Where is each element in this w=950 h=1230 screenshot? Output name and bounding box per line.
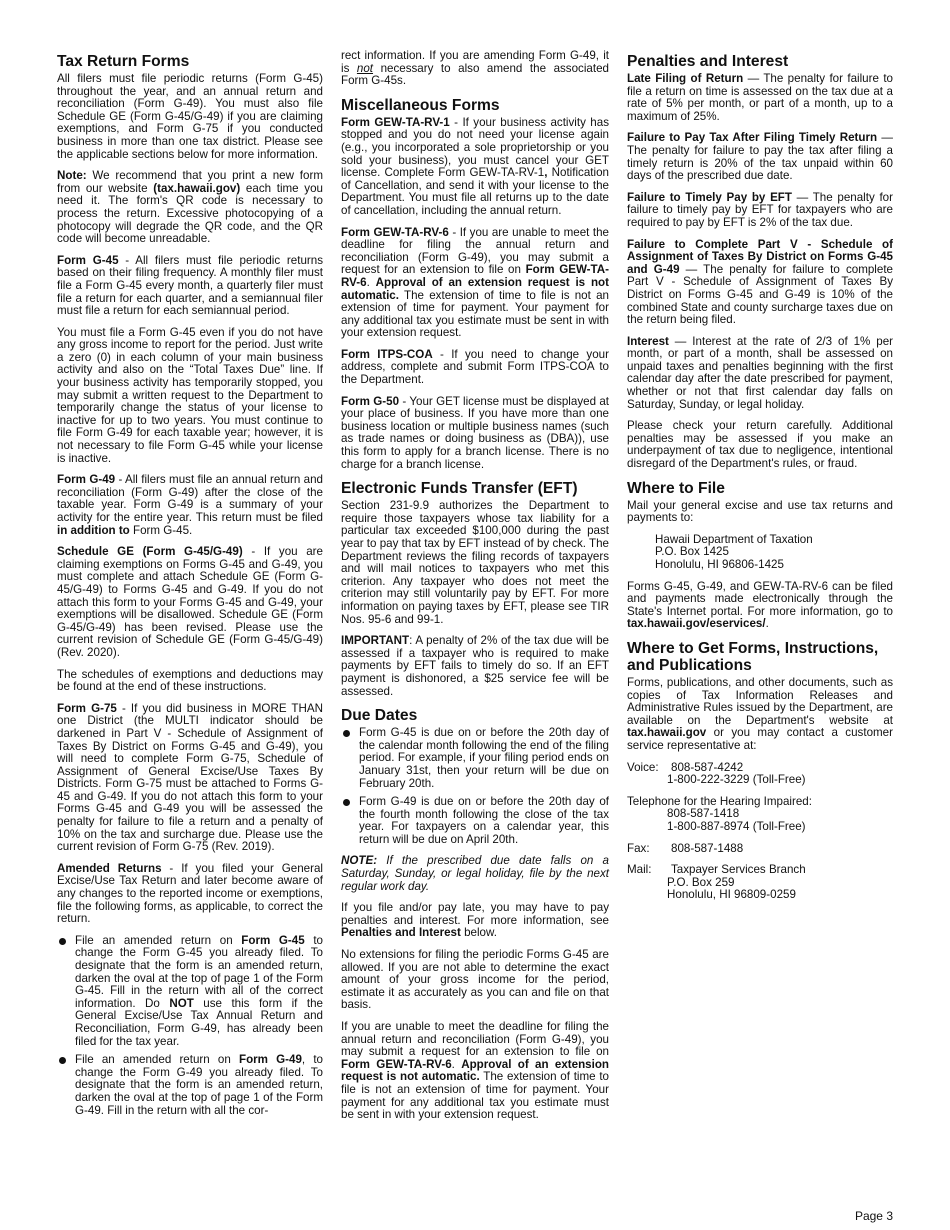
paragraph-form-g50: Form G-50 - Your GET license must be displayed at your place of business. If you have more than one business location or multiple business names (such as trade names or doing business as (DBA)), use this form to apply for a branch license. There is no charge for a branch license. (341, 394, 610, 471)
paragraph-intro: All filers must file periodic returns (Form G-45) throughout the year, and an annual return and reconciliation (Form G-49). You must also file Schedule GE (Form G-45/G-49) if you are claiming exemptions, and Form G-75 if you conducted business in more than one tax district. Please see the applicable sections below for more information. (57, 72, 323, 161)
contact-fax: Fax: 808-587-1488 (627, 841, 744, 855)
heading-where-to-get-forms: Where to Get Forms, Instructions, and Publications (627, 639, 879, 674)
list-item: Form G-49 is due on or before the 20th day of the fourth month following the close of the tax year. For taxpayers on a calendar year, this return will be due on April 20th. (341, 796, 609, 846)
paragraph-gew-ta-rv-1: Form GEW-TA-RV-1 - If your business activity has stopped and you do not need your license again (e.g., you incorporated a sole proprietorship or you sold your business), you must cancel your GET license. Complete Form GEW-TA-RV-1, Notification of Cancellation, and send it with your license to the Department. You must file all returns up to the date of cancellation, including the annual return. (341, 115, 609, 217)
paragraph-form-g45: Form G-45 - All filers must file periodic returns based on their filing frequency. A monthly filer must file a Form G-45 every month, a quarterly filer must file a return for each quarter, and a semiannual filer must file a return for each semiannual period. (57, 253, 323, 318)
paragraph-forms: Forms, publications, and other documents, such as copies of Tax Information Releases and Administrative Rules issued by the Department, are available on the Department's website at tax.hawaii.gov or you may contact a customer service representative at: (627, 675, 893, 752)
paragraph-schedules: The schedules of exemptions and deductions may be found at the end of these instructions. (57, 667, 323, 694)
column-3 (627, 50, 893, 911)
paragraph-note: Note: We recommend that you print a new form from our website (tax.hawaii.gov) each time you need it. The form's QR code is necessary to process the return. Excessive photocopying of a photocopy will degrade the QR code, and the QR code will become unreadable. (57, 169, 323, 246)
paragraph-gew-ta-rv-6: Form GEW-TA-RV-6 - If you are unable to meet the deadline for filing the annual return and reconciliation (Form G-49), you may submit a request for an extension to file on Form GEW-TA-RV-6. Approval of an extension request is not automatic. The extension of time to file is not an extension of time for payment. Your payment for any additional tax you estimate must be sent in with your extension request. (341, 225, 610, 340)
paragraph-late-filing: Late Filing of Return — The penalty for failure to file a return on time is assessed on the tax due at a rate of 5% per month, or part of a month, up to a maximum of 25%. (627, 72, 893, 123)
heading-misc-forms: Miscellaneous Forms (341, 96, 500, 114)
contact-voice: Voice: 808-587-4242 1-800-222-3229 (Toll-Free) (627, 760, 806, 787)
eservices-link[interactable]: tax.hawaii.gov/eservices/ (627, 617, 766, 631)
paragraph-interest: Interest — Interest at the rate of 2/3 of 1% per month, or part of a month, shall be assessed on unpaid taxes and penalties beginning with the first calendar day after the date prescribed for payment, whether or not that first calendar day falls on Saturday, Sunday, or legal holiday. (627, 334, 893, 411)
paragraph-schedule-ge: Schedule GE (Form G-45/G-49) - If you are claiming exemptions on Forms G-45 and G-49, you must complete and attach Schedule GE (Form G-45/G-49) to Forms G-45 and G-49. If you do not attach this form to your Forms G-45 and G-49, your exemptions will be disallowed. Schedule GE (Form G-45/G-49) has been revised. Please use the current revision of Schedule GE (Form G-45/G-49) (Rev. 2020). (57, 545, 323, 659)
heading-due-dates: Due Dates (341, 707, 418, 725)
paragraph-extension: If you are unable to meet the deadline for filing the annual return and reconciliation (Form G-49), you may submit a request for an extension to file on Form GEW-TA-RV-6. Approval of an extension request is not automatic. The extension of time to file is not an extension of time for payment. Your payment for any additional tax you estimate must be sent in with your extension request. (341, 1020, 609, 1122)
list-item: Form G-45 is due on or before the 20th day of the calendar month following the end of the filing period. For example, if your filing period ends on January 31st, then your return will be due on February 20th. (341, 727, 609, 790)
paragraph-form-g49: Form G-49 - All filers must file an annual return and reconciliation (Form G-49) after the close of the taxable year. Form G-49 is a summary of your activity for the entire year. This return must be filed in addition to Form G-45. (57, 473, 324, 537)
contact-mail: Mail: Taxpayer Services Branch P.O. Box 259 Honolulu, HI 96809-0259 (627, 863, 806, 902)
heading-penalties: Penalties and Interest (627, 53, 789, 70)
paragraph-late: If you file and/or pay late, you may have to pay penalties and interest. For more information, see Penalties and Interest below. (341, 901, 609, 940)
paragraph-mail: Mail your general excise and use tax returns and payments to: (627, 498, 893, 525)
paragraph-failure-eft: Failure to Timely Pay by EFT — The penalty for failure to timely pay by EFT for taxpayers who are required to pay by EFT is 2% of the tax due. (627, 190, 893, 229)
paragraph-efile: Forms G-45, G-49, and GEW-TA-RV-6 can be filed and payments made electronically through the State's Internet portal. For more information, go to tax.hawaii.gov/eservices/. (627, 579, 893, 631)
paragraph-failure-part-v: Failure to Complete Part V - Schedule of Assignment of Taxes By District on Forms G-45 and G-49 — The penalty for failure to complete Part V - Schedule of Assignment of Taxes By District on Forms G-45 and G-49 is 10% of the combined State and county surcharge taxes due on the return being filed. (627, 237, 894, 327)
website-link[interactable]: (tax.hawaii.gov) (153, 181, 241, 195)
contact-hearing-impaired: Telephone for the Hearing Impaired: 808-587-1418 1-800-887-8974 (Toll-Free) (627, 794, 812, 833)
amended-list (57, 935, 323, 1117)
heading-tax-return-forms: Tax Return Forms (57, 53, 190, 70)
column-1 (57, 50, 323, 1126)
paragraph-zero-income: You must file a Form G-45 even if you do not have any gross income to report for the period. Just write a zero (0) in each column of your main business activity and also on the “Total Taxes Due” line. If your business activity has temporarily stopped, you may submit a written request to the Department to temporarily change the status of your license to inactive for up to two years. You must continue to file Form G-49 for each taxable year; however, it is not necessary to file Form G-45 while your license is inactive. (57, 325, 323, 465)
heading-eft: Electronic Funds Transfer (EFT) (341, 480, 578, 498)
paragraph-important: IMPORTANT: A penalty of 2% of the tax due will be assessed if a taxpayer who is required to make payments by EFT fails to timely do so. If an EFT payment is dishonored, a $25 service fee will be assessed. (341, 634, 609, 698)
paragraph-itps-coa: Form ITPS-COA - If you need to change your address, complete and submit Form ITPS-COA to the Department. (341, 347, 609, 387)
paragraph-no-extensions: No extensions for filing the periodic Forms G-45 are allowed. If you are not able to determine the exact amount of your gross income for the period, estimate it as accurately as you can and file on that basis. (341, 948, 609, 1012)
website-link[interactable]: tax.hawaii.gov (627, 726, 707, 740)
column-2 (341, 50, 609, 1131)
list-item: File an amended return on Form G-49, to change the Form G-49 you already filed. To designate that the form is an amended return, darken the oval at the top of page 1 of the Form G-49. Fill in the return with all the cor- (57, 1054, 323, 1117)
paragraph-eft: Section 231-9.9 authorizes the Department to require those taxpayers whose tax liability for a particular tax exceeded $100,000 during the past year to pay that tax by EFT instead of by check. The Department reviews the filing records of taxpayers and will mail notices to taxpayers who met this criterion. Any taxpayer who does not meet the criterion may still voluntarily pay by EFT. For more information on paying taxes by EFT, please see TIR Nos. 95-6 and 99-1. (341, 499, 609, 626)
paragraph-form-g75: Form G-75 - If you did business in MORE THAN one District (the MULTI indicator should be darkened in Part V - Schedule of Assignment of Taxes By District on Forms G-45 and G-49), you will need to complete Form G-75, Schedule of Assignment of General Excise/Use Taxes By Districts. Form G-75 must be attached to Forms G-45 and G-49. If you do not attach this form to your Forms G-45 and G-49 you will be assessed the penalty for failure to file a return and a penalty of 10% on the tax and surcharge due. Please use the current revision of Form G-75 (Rev. 2019). (57, 701, 323, 854)
heading-where-to-file: Where to File (627, 479, 725, 497)
due-dates-list (341, 727, 609, 846)
paragraph-amended-returns: Amended Returns - If you filed your General Excise/Use Tax Return and later become aware of any changes to the reported income or exemptions, file the following forms, as applicable, to correct the return. (57, 861, 323, 926)
mailing-address: Hawaii Department of Taxation P.O. Box 1425 Honolulu, HI 96806-1425 (655, 532, 813, 571)
paragraph-failure-to-pay: Failure to Pay Tax After Filing Timely Return — The penalty for failure to pay the tax after filing a timely return is 20% of the tax unpaid within 60 days of the prescribed due date. (627, 131, 893, 183)
paragraph-note-due: NOTE: If the prescribed due date falls on a Saturday, Sunday, or legal holiday, file by the next regular work day. (341, 854, 609, 893)
paragraph-check: Please check your return carefully. Additional penalties may be assessed if you make an underpayment of tax due to negligence, intentional disregard of the Department's rules, or fraud. (627, 419, 893, 471)
paragraph-continued: rect information. If you are amending Form G-49, it is not necessary to also amend the associated Form G-45s. (341, 49, 609, 88)
list-item: File an amended return on Form G-45 to change the Form G-45 you already filed. To designate that the form is an amended return, darken the oval at the top of page 1 of the Form G-45. Fill in the return with all of the correct information. Do NOT use this form if the General Excise/Use Tax Annual Return and Reconciliation, Form G-49, has already been filed for the tax year. (57, 935, 323, 1048)
page-number: Page 3 (854, 1209, 893, 1223)
